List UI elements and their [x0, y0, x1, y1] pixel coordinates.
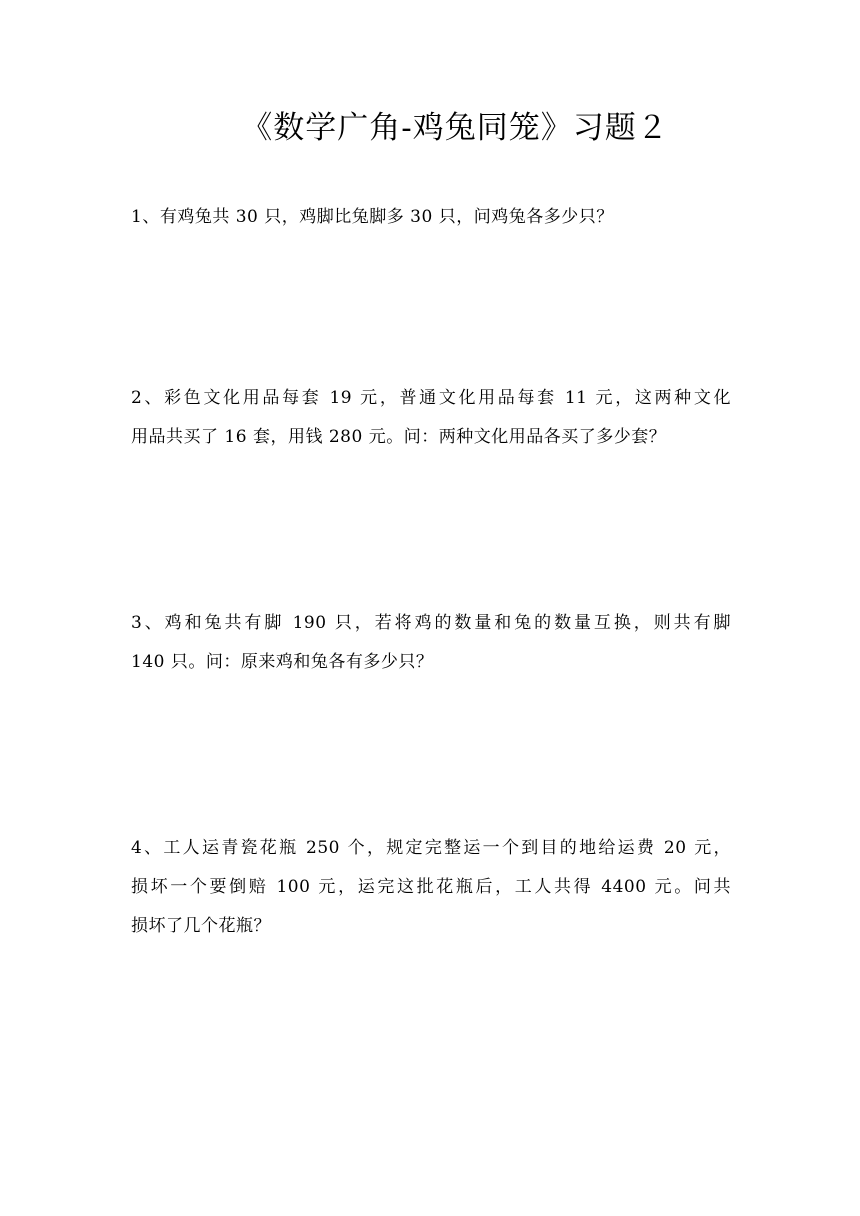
question-line: 2、彩色文化用品每套 19 元，普通文化用品每套 11 元，这两种文化 — [131, 388, 731, 408]
question-4 — [131, 829, 731, 946]
question-line: 3、鸡和兔共有脚 190 只，若将鸡的数量和兔的数量互换，则共有脚 — [131, 613, 731, 633]
question-line: 1、有鸡兔共 30 只，鸡脚比兔脚多 30 只，问鸡兔各多少只？ — [131, 207, 614, 227]
question-2 — [131, 379, 731, 457]
question-line: 损坏一个要倒赔 100 元，运完这批花瓶后，工人共得 4400 元。问共 — [131, 877, 731, 897]
question-line: 140 只。问：原来鸡和兔各有多少只？ — [131, 652, 434, 672]
question-line: 4、工人运青瓷花瓶 250 个，规定完整运一个到目的地给运费 20 元， — [131, 838, 731, 858]
question-line: 损坏了几个花瓶？ — [131, 916, 271, 936]
question-1 — [131, 198, 731, 237]
question-line: 用品共买了 16 套，用钱 280 元。问：两种文化用品各买了多少套？ — [131, 427, 667, 447]
question-3 — [131, 604, 731, 682]
page-title: 《数学广角-鸡兔同笼》习题２ — [241, 110, 669, 146]
